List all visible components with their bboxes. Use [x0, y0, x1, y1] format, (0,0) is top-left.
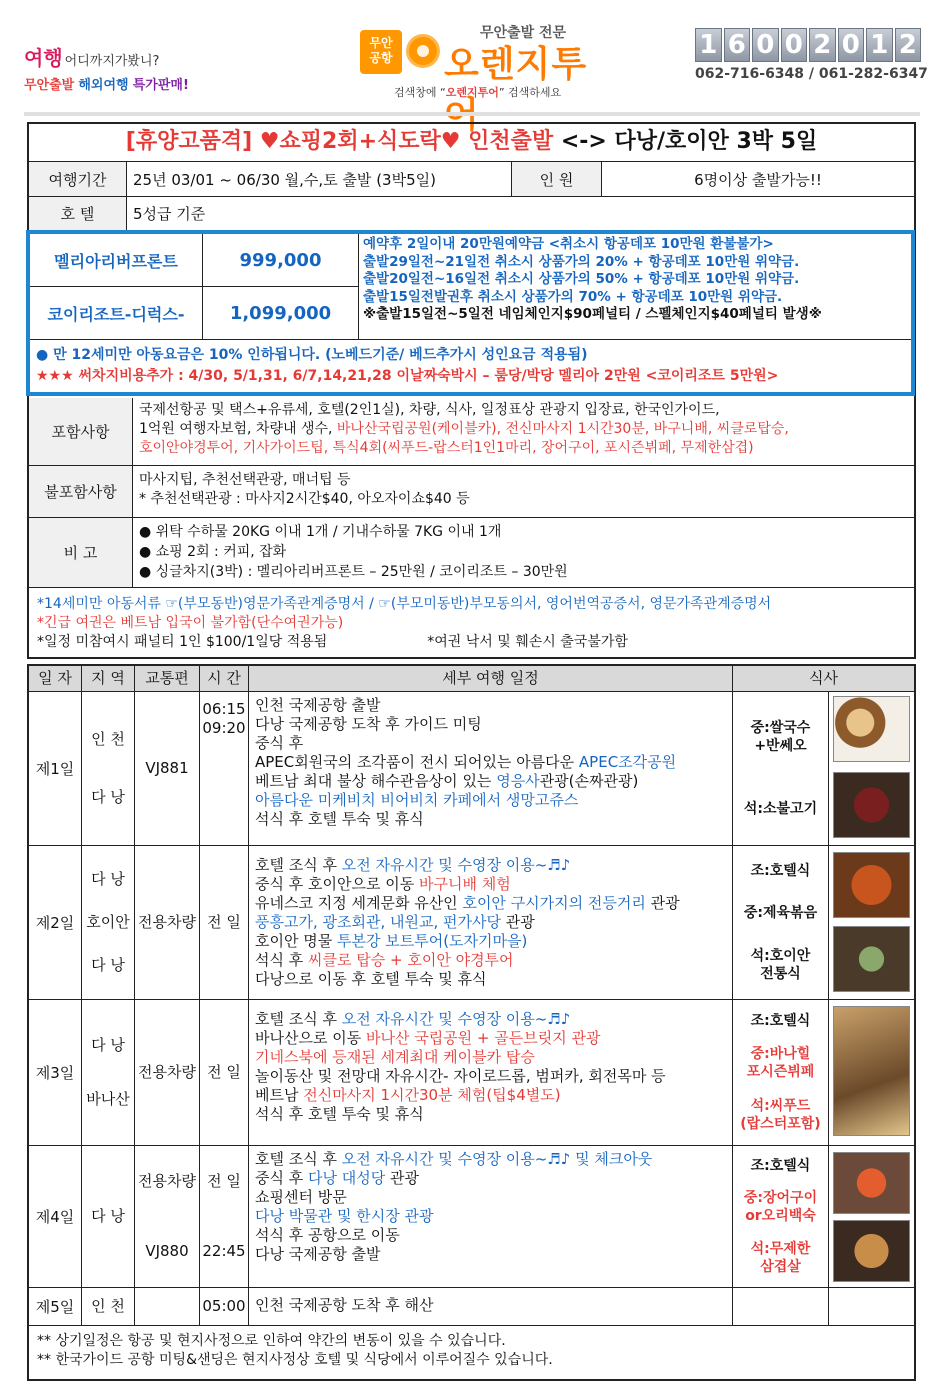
- excluded-text: 마사지팁, 추천선택관광, 매너팁 등 * 추천선택관광 : 마사지2시간$40, 아오자이쇼$40 등: [139, 472, 470, 507]
- price-koi: 1,099,000: [203, 287, 359, 340]
- day-label: 제1일: [29, 692, 82, 845]
- schedule-text: 다낭 대성당: [308, 1169, 386, 1187]
- schedule-line: [255, 1245, 726, 1264]
- photo-cell: [829, 692, 914, 845]
- meal-item: 중:바나힐 포시즌뷔페: [746, 1046, 815, 1081]
- schedule-line: [255, 894, 726, 913]
- schedule-line: [255, 1105, 726, 1124]
- meal-item: 석:소불고기: [743, 801, 818, 818]
- schedule-line: [255, 875, 726, 894]
- time-value: 09:20: [202, 719, 246, 737]
- photo-cell: [829, 846, 914, 999]
- meal-item: 조:호텔식: [750, 1012, 811, 1029]
- transport-name: 전용차량: [138, 1063, 196, 1081]
- schedule-text: 오전 자유시간 및 수영장 이용~♬♪: [341, 1010, 571, 1028]
- time-value: 05:00: [202, 1297, 246, 1315]
- schedule-text: 다낭으로 이동 후 호텔 투숙 및 휴식: [255, 970, 487, 988]
- itinerary-day-row: [29, 1288, 914, 1326]
- region-name: 다 낭: [91, 1207, 125, 1225]
- meal-item: 중:제육볶음: [743, 905, 818, 922]
- meal-cell: [733, 1288, 829, 1325]
- policy-line: 출발15일전발권후 취소시 상품가의 70% + 항공데포 10만원 위약금.: [363, 288, 783, 305]
- transport-name: VJ880: [145, 1242, 189, 1261]
- schedule-cell: [249, 1000, 733, 1145]
- hotel-name-melia: 멜리아리버프론트: [30, 234, 203, 287]
- schedule-text: 씨클로 탑승 + 호이안 야경투어: [308, 951, 514, 969]
- policy-line: 출발29일전~21일전 취소시 상품가의 20% + 항공데포 10만원 위약금.: [363, 253, 800, 270]
- phone-block[interactable]: [695, 28, 928, 82]
- meal-item: 석:씨푸드 (랍스터포함): [740, 1098, 821, 1133]
- itinerary-footer: [29, 1326, 914, 1376]
- day-label: 제5일: [29, 1288, 82, 1325]
- schedule-text: 관광: [500, 913, 535, 931]
- itinerary-day-row: [29, 692, 914, 846]
- schedule-text: 중식 후: [255, 734, 304, 752]
- schedule-line: [255, 970, 726, 989]
- page-header: [0, 0, 950, 136]
- schedule-text: 투본강 보트투어(도자기마을): [337, 932, 528, 950]
- region-cell: [82, 1000, 135, 1145]
- schedule-text: 인천 국제공항 도착 후 해산: [255, 1296, 434, 1314]
- region-cell: [82, 692, 135, 845]
- brand-search-hint: 검색창에 “오렌지투어” 검색하세요: [394, 86, 562, 99]
- transport-name: 전용차량: [138, 1171, 196, 1190]
- transport-cell: [135, 692, 200, 845]
- price-notes: [30, 342, 911, 390]
- transport-name: VJ881: [145, 759, 189, 777]
- itinerary-day-row: [29, 1000, 914, 1146]
- footer-note: ** 한국가이드 공항 미팅&샌딩은 현지사정상 호텔 및 식당에서 이루어질수 있습니다.: [37, 1352, 553, 1368]
- policy-line: ※출발15일전~5일전 네임체인지$90페널티 / 스펠체인지$40페널티 발생※: [363, 306, 822, 322]
- remarks-label: 비 고: [29, 518, 133, 587]
- title-route: <-> 다낭/호이안 3박 5일: [553, 129, 818, 154]
- time-cell: [200, 1288, 249, 1325]
- schedule-line: [255, 810, 726, 829]
- schedule-text: 오전 자유시간 및 수영장 이용~♬♪ 및 체크아웃: [341, 1150, 653, 1168]
- time-cell: [200, 692, 249, 845]
- travel-slogan: [24, 42, 264, 93]
- schedule-text: 바나산 국립공원 + 골든브릿지 관광: [365, 1029, 601, 1047]
- schedule-line: [255, 1188, 726, 1207]
- phone-digit: 2: [809, 28, 836, 62]
- day-label: 제3일: [29, 1000, 82, 1145]
- bbq-beef-photo: [833, 772, 910, 838]
- phone-digit: 2: [895, 28, 922, 62]
- meal-cell: [733, 1146, 829, 1287]
- schedule-text: 베트남: [255, 1086, 304, 1104]
- itinerary-day-row: [29, 1146, 914, 1288]
- schedule-line: [255, 1048, 726, 1067]
- schedule-line: [255, 1010, 726, 1029]
- period-row: [29, 162, 914, 197]
- title-highlight: [휴양고품격] ♥쇼핑2회+식도락♥ 인천출발: [125, 129, 554, 154]
- itinerary-table: [27, 664, 916, 1381]
- day-label: 제4일: [29, 1146, 82, 1287]
- phone-numbers: 062-716-6348 / 061-282-6347: [695, 66, 928, 82]
- schedule-text: 영응사: [496, 772, 540, 790]
- schedule-text: 다낭 국제공항 도착 후 가이드 미팅: [255, 715, 482, 733]
- phone-digit: 0: [838, 28, 865, 62]
- schedule-text: 관광: [385, 1169, 419, 1187]
- schedule-line: [255, 1029, 726, 1048]
- travel-notes: [29, 591, 914, 656]
- time-value: 22:45: [202, 1242, 246, 1261]
- header-date: 일 자: [29, 666, 82, 692]
- schedule-text: 호이안 명물: [255, 932, 337, 950]
- schedule-line: [255, 791, 726, 810]
- schedule-cell: [249, 1146, 733, 1287]
- transport-name: 전용차량: [138, 913, 196, 931]
- region-name: 인 천: [91, 730, 125, 749]
- header-time: 시 간: [200, 666, 249, 692]
- schedule-line: [255, 1067, 726, 1086]
- period-value: 25년 03/01 ~ 06/30 월,수,토 출발 (3박5일): [127, 162, 512, 196]
- time-cell: [200, 846, 249, 999]
- schedule-text: 풍흥고가, 광조회관, 내원교, 펀가사당: [255, 913, 501, 931]
- people-value: 6명이상 출발가능!!: [694, 170, 822, 189]
- excluded-row: [29, 466, 914, 518]
- region-cell: [82, 1288, 135, 1325]
- itinerary-day-row: [29, 846, 914, 1000]
- schedule-line: [255, 856, 726, 875]
- phone-digits: [695, 28, 921, 62]
- slogan-line-2: [24, 74, 264, 93]
- schedule-line: [255, 1296, 726, 1315]
- included-text: 국제선항공 및 택스+유류세, 호텔(2인1실), 차량, 식사, 일정표상 관광지 입장료, 한국인가이드, 1억원 여행자보험, 차량내 생수, 바나산국립공원(케이블카), 전신마사지 1시간30분, 바구니배, 씨클로탑승, 호이안야경투어, 기사가이드팁, 특식4회(씨푸드-랍스터1인1마리, 장어구이, 포시즌뷔페, 무제한삼겹): [139, 402, 789, 456]
- schedule-line: [255, 753, 726, 772]
- hotel-row: [29, 197, 914, 230]
- slogan-line-1: 어디까지가봤니?: [64, 54, 160, 69]
- schedule-line: [255, 715, 726, 734]
- transport-cell: [135, 1000, 200, 1145]
- schedule-text: 석식 후 호텔 투숙 및 휴식: [255, 1105, 424, 1123]
- hotel-name-koi: 코이리조트-디럭스-: [30, 287, 203, 340]
- seafood-lobster-photo: [833, 1152, 910, 1214]
- schedule-text: 바구니배 체험: [418, 875, 511, 893]
- tour-title: [29, 124, 914, 162]
- day-label: 제2일: [29, 846, 82, 999]
- schedule-line: [255, 696, 726, 715]
- child-discount-note: ● 만 12세미만 아동요금은 10% 인하됩니다. (노베드기준/ 베드추가시 성인요금 적용됨): [36, 347, 588, 363]
- period-label: 여행기간: [29, 162, 127, 196]
- region-name: 다 낭: [91, 956, 125, 974]
- meal-item: 조:호텔식: [750, 863, 811, 880]
- schedule-text: 관광: [645, 894, 680, 912]
- slogan-muan: 무안출발: [24, 78, 75, 93]
- schedule-text: 전신마사지 1시간30분 체험(팁$4별도): [303, 1086, 561, 1104]
- hotel-value: 5성급 기준: [133, 205, 206, 223]
- meal-item: 석:무제한 삼겹살: [750, 1240, 811, 1275]
- schedule-text: 다낭 국제공항 출발: [255, 1245, 381, 1263]
- surcharge-note: ★★★ 써차지비용추가 : 4/30, 5/1,31, 6/7,14,21,28 이날짜숙박시 – 룸당/박당 멜리아 2만원 <코이리조트 5만원>: [36, 368, 779, 384]
- schedule-line: [255, 951, 726, 970]
- schedule-text: 놀이동산 및 전망대 자유시간- 자이로드롭, 범퍼카, 회전목마 등: [255, 1067, 666, 1085]
- schedule-line: [255, 913, 726, 932]
- schedule-line: [255, 1226, 726, 1245]
- buffet-hall-photo: [833, 1006, 910, 1136]
- schedule-cell: [249, 1288, 733, 1325]
- included-row: [29, 398, 914, 466]
- muan-airport-badge: 무안 공항: [360, 30, 402, 74]
- schedule-text: 오전 자유시간 및 수영장 이용~♬♪: [341, 856, 571, 874]
- schedule-line: [255, 734, 726, 753]
- schedule-line: [255, 772, 726, 791]
- slogan-overseas: 해외여행: [78, 78, 129, 93]
- photo-cell: [829, 1288, 914, 1325]
- schedule-text: 석식 후 호텔 투숙 및 휴식: [255, 810, 424, 828]
- phone-digit: 1: [695, 28, 722, 62]
- time-value: 전 일: [207, 1171, 241, 1190]
- schedule-line: [255, 1150, 726, 1169]
- hoian-traditional-meal-photo: [833, 926, 910, 992]
- schedule-line: [255, 1207, 726, 1226]
- meal-item: 중:장어구이 or오리백숙: [743, 1190, 818, 1225]
- schedule-text: 베트남 최대 불상 해수관음상이 있는: [255, 772, 497, 790]
- meal-cell: [733, 1000, 829, 1145]
- schedule-text: 호이안 구시가지의 전등거리: [462, 894, 646, 912]
- time-cell: [200, 1000, 249, 1145]
- region-name: 다 낭: [91, 870, 125, 888]
- header-transport: 교통편: [135, 666, 200, 692]
- region-name: 다 낭: [91, 1035, 125, 1054]
- schedule-text: APEC회원국의 조각품이 전시 되어있는 아름다운: [255, 753, 579, 771]
- schedule-text: 인천 국제공항 출발: [255, 696, 381, 714]
- schedule-cell: [249, 692, 733, 845]
- cancellation-policy: [359, 234, 911, 340]
- region-name: 다 낭: [91, 787, 125, 806]
- orange-icon: [406, 34, 440, 68]
- emergency-passport-note: *긴급 여권은 베트남 입국이 불가함(단수여권가능): [37, 615, 344, 631]
- schedule-text: 호텔 조식 후: [255, 856, 342, 874]
- slogan-logo: 여행: [24, 46, 63, 70]
- time-value: 06:15: [202, 700, 246, 718]
- phone-digit: 1: [866, 28, 893, 62]
- slogan-special: 특가판매!: [132, 78, 189, 93]
- pho-and-banh-xeo-photo: [833, 696, 910, 762]
- schedule-text: 석식 후: [255, 951, 309, 969]
- schedule-line: [255, 932, 726, 951]
- passport-damage-note: *여권 낙서 및 훼손시 출국불가함: [427, 634, 628, 650]
- schedule-text: 기네스북에 등재된 세계최대 케이블카 탑승: [255, 1048, 535, 1066]
- time-value: 전 일: [207, 1063, 241, 1081]
- meal-item: 중:쌀국수 +반쎄오: [750, 719, 811, 754]
- grilled-eel-photo: [833, 1220, 910, 1282]
- pork-stir-fry-photo: [833, 852, 910, 918]
- brand-logo[interactable]: [360, 22, 620, 136]
- phone-digit: 0: [781, 28, 808, 62]
- meal-cell: [733, 692, 829, 845]
- meal-item: 석:호이안 전통식: [750, 947, 811, 982]
- header-meals: 식사: [733, 666, 914, 692]
- policy-line: 예약후 2일이내 20만원예약금 <취소시 항공데포 10만원 환불불가>: [363, 236, 774, 252]
- remarks-row: [29, 518, 914, 588]
- schedule-text: 호텔 조식 후: [255, 1010, 342, 1028]
- brand-subtitle: 무안출발 전문: [480, 25, 567, 41]
- region-name: 인 천: [91, 1297, 125, 1315]
- schedule-text: 관광(손짜관광): [539, 772, 639, 790]
- tour-summary: [27, 122, 916, 659]
- transport-cell: [135, 1146, 200, 1287]
- region-cell: [82, 1146, 135, 1287]
- meal-cell: [733, 846, 829, 999]
- brand-name: 오렌지투어: [444, 44, 588, 136]
- policy-line: 출발20일전~16일전 취소시 상품가의 50% + 항공데포 10만원 위약금.: [363, 271, 800, 287]
- meal-item: 조:호텔식: [750, 1158, 811, 1175]
- schedule-text: 쇼핑센터 방문: [255, 1188, 347, 1206]
- time-value: 전 일: [207, 913, 241, 931]
- region-name: 바나산: [86, 1090, 130, 1109]
- header-divider: [24, 112, 920, 116]
- schedule-line: [255, 1086, 726, 1105]
- price-melia: 999,000: [203, 234, 359, 287]
- child-document-note: *14세미만 아동서류 ☞(부모동반)영문가족관계증명서 / ☞(부모미동반)부모동의서, 영어번역공증서, 영문가족관계증명서: [37, 596, 772, 612]
- schedule-text: 석식 후 공항으로 이동: [255, 1226, 400, 1244]
- region-name: 호이안: [86, 913, 130, 931]
- people-label: 인 원: [512, 162, 602, 196]
- header-region: 지 역: [82, 666, 135, 692]
- schedule-text: 중식 후: [255, 1169, 309, 1187]
- schedule-text: 중식 후 호이안으로 이동: [255, 875, 419, 893]
- transport-cell: [135, 846, 200, 999]
- schedule-text: APEC조각공원: [578, 753, 677, 771]
- footer-note: ** 상기일정은 항공 및 현지사정으로 인하여 약간의 변동이 있을 수 있습니다.: [37, 1333, 506, 1349]
- time-cell: [200, 1146, 249, 1287]
- price-grid: [30, 234, 911, 340]
- schedule-text: 바나산으로 이동: [255, 1029, 366, 1047]
- schedule-text: 호텔 조식 후: [255, 1150, 342, 1168]
- hotel-label: 호 텔: [29, 197, 127, 230]
- region-cell: [82, 846, 135, 999]
- schedule-text: 유네스코 지정 세계문화 유산인: [255, 894, 463, 912]
- remarks-text: ● 위탁 수하물 20KG 이내 1개 / 기내수하물 7KG 이내 1개 ● 쇼핑 2회 : 커피, 잡화 ● 싱글차지(3박) : 멜리아리버프론트 – 25만원 / 코이리조트 – 30만원: [139, 524, 568, 580]
- schedule-text: 다낭 박물관 및 한시장 관광: [255, 1207, 434, 1225]
- schedule-text: 아름다운 미케비치 비어비치 카페에서 생망고쥬스: [255, 791, 579, 809]
- photo-cell: [829, 1000, 914, 1145]
- transport-cell: [135, 1288, 200, 1325]
- photo-cell: [829, 1146, 914, 1287]
- phone-digit: 6: [724, 28, 751, 62]
- header-schedule: 세부 여행 일정: [249, 666, 733, 692]
- included-label: 포함사항: [29, 398, 133, 465]
- penalty-note: *일정 미참여시 패널티 1인 $100/1일당 적용됨: [37, 634, 328, 650]
- price-panel: [26, 230, 915, 396]
- schedule-cell: [249, 846, 733, 999]
- excluded-label: 불포함사항: [29, 466, 133, 517]
- schedule-line: [255, 1169, 726, 1188]
- phone-digit: 0: [752, 28, 779, 62]
